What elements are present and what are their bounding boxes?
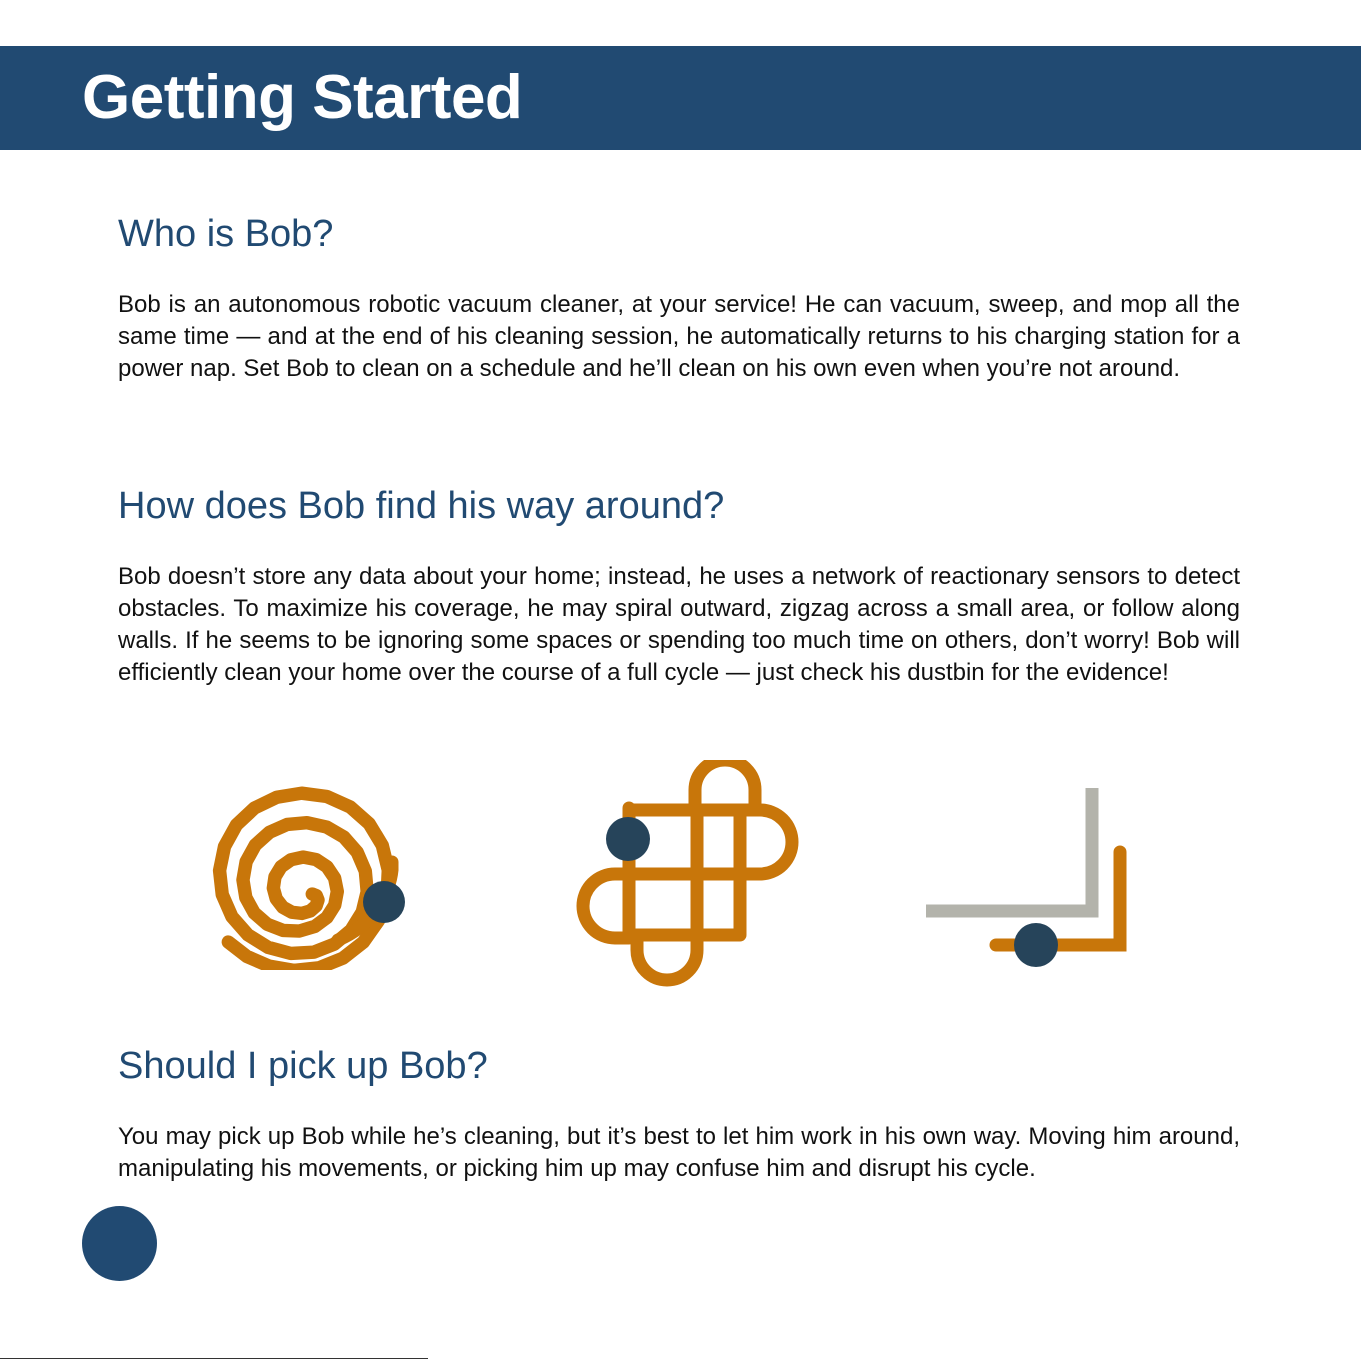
- wall-follow-path-icon: [920, 780, 1140, 980]
- footer-rule: [0, 1358, 428, 1359]
- page-marker-dot: [82, 1206, 157, 1281]
- spiral-path-icon: [180, 780, 420, 970]
- robot-dot: [606, 817, 650, 861]
- page-title: Getting Started: [82, 63, 523, 132]
- section-body-navigation: Bob doesn’t store any data about your home; instead, he uses a network of reactionary sensors to detect obstacles. To maximize his coverage, he may spiral outward, zigzag across a small area, or follow along walls. If he seems to be ignoring some spaces or spending too much time on others, don’t worry! Bob will efficiently clean your home over the course of a full cycle — just check his dustbin for the evidence!: [118, 563, 1240, 686]
- section-body-pick-up: You may pick up Bob while he’s cleaning, but it’s best to let him work in his own way. Moving him around, manipulating his movements, or picking him up may confuse him and disrupt his cycle.: [118, 1123, 1240, 1182]
- zigzag-path-icon: [575, 760, 810, 990]
- section-heading-who-is-bob: Who is Bob?: [118, 213, 334, 255]
- spiral-path: [220, 793, 389, 970]
- robot-dot: [363, 881, 405, 923]
- section-heading-navigation: How does Bob find his way around?: [118, 485, 725, 527]
- robot-dot: [1014, 923, 1058, 967]
- section-body-who-is-bob: Bob is an autonomous robotic vacuum cleaner, at your service! He can vacuum, sweep, and mop all the same time — and at the end of his cleaning session, he automatically returns to his charging station for a power nap. Set Bob to clean on a schedule and he’ll clean on his own even when you’re not around.: [118, 291, 1240, 382]
- zigzag-path: [583, 760, 792, 980]
- wall-follow-path: [996, 852, 1120, 945]
- section-heading-pick-up: Should I pick up Bob?: [118, 1045, 488, 1087]
- wall-line: [926, 788, 1092, 911]
